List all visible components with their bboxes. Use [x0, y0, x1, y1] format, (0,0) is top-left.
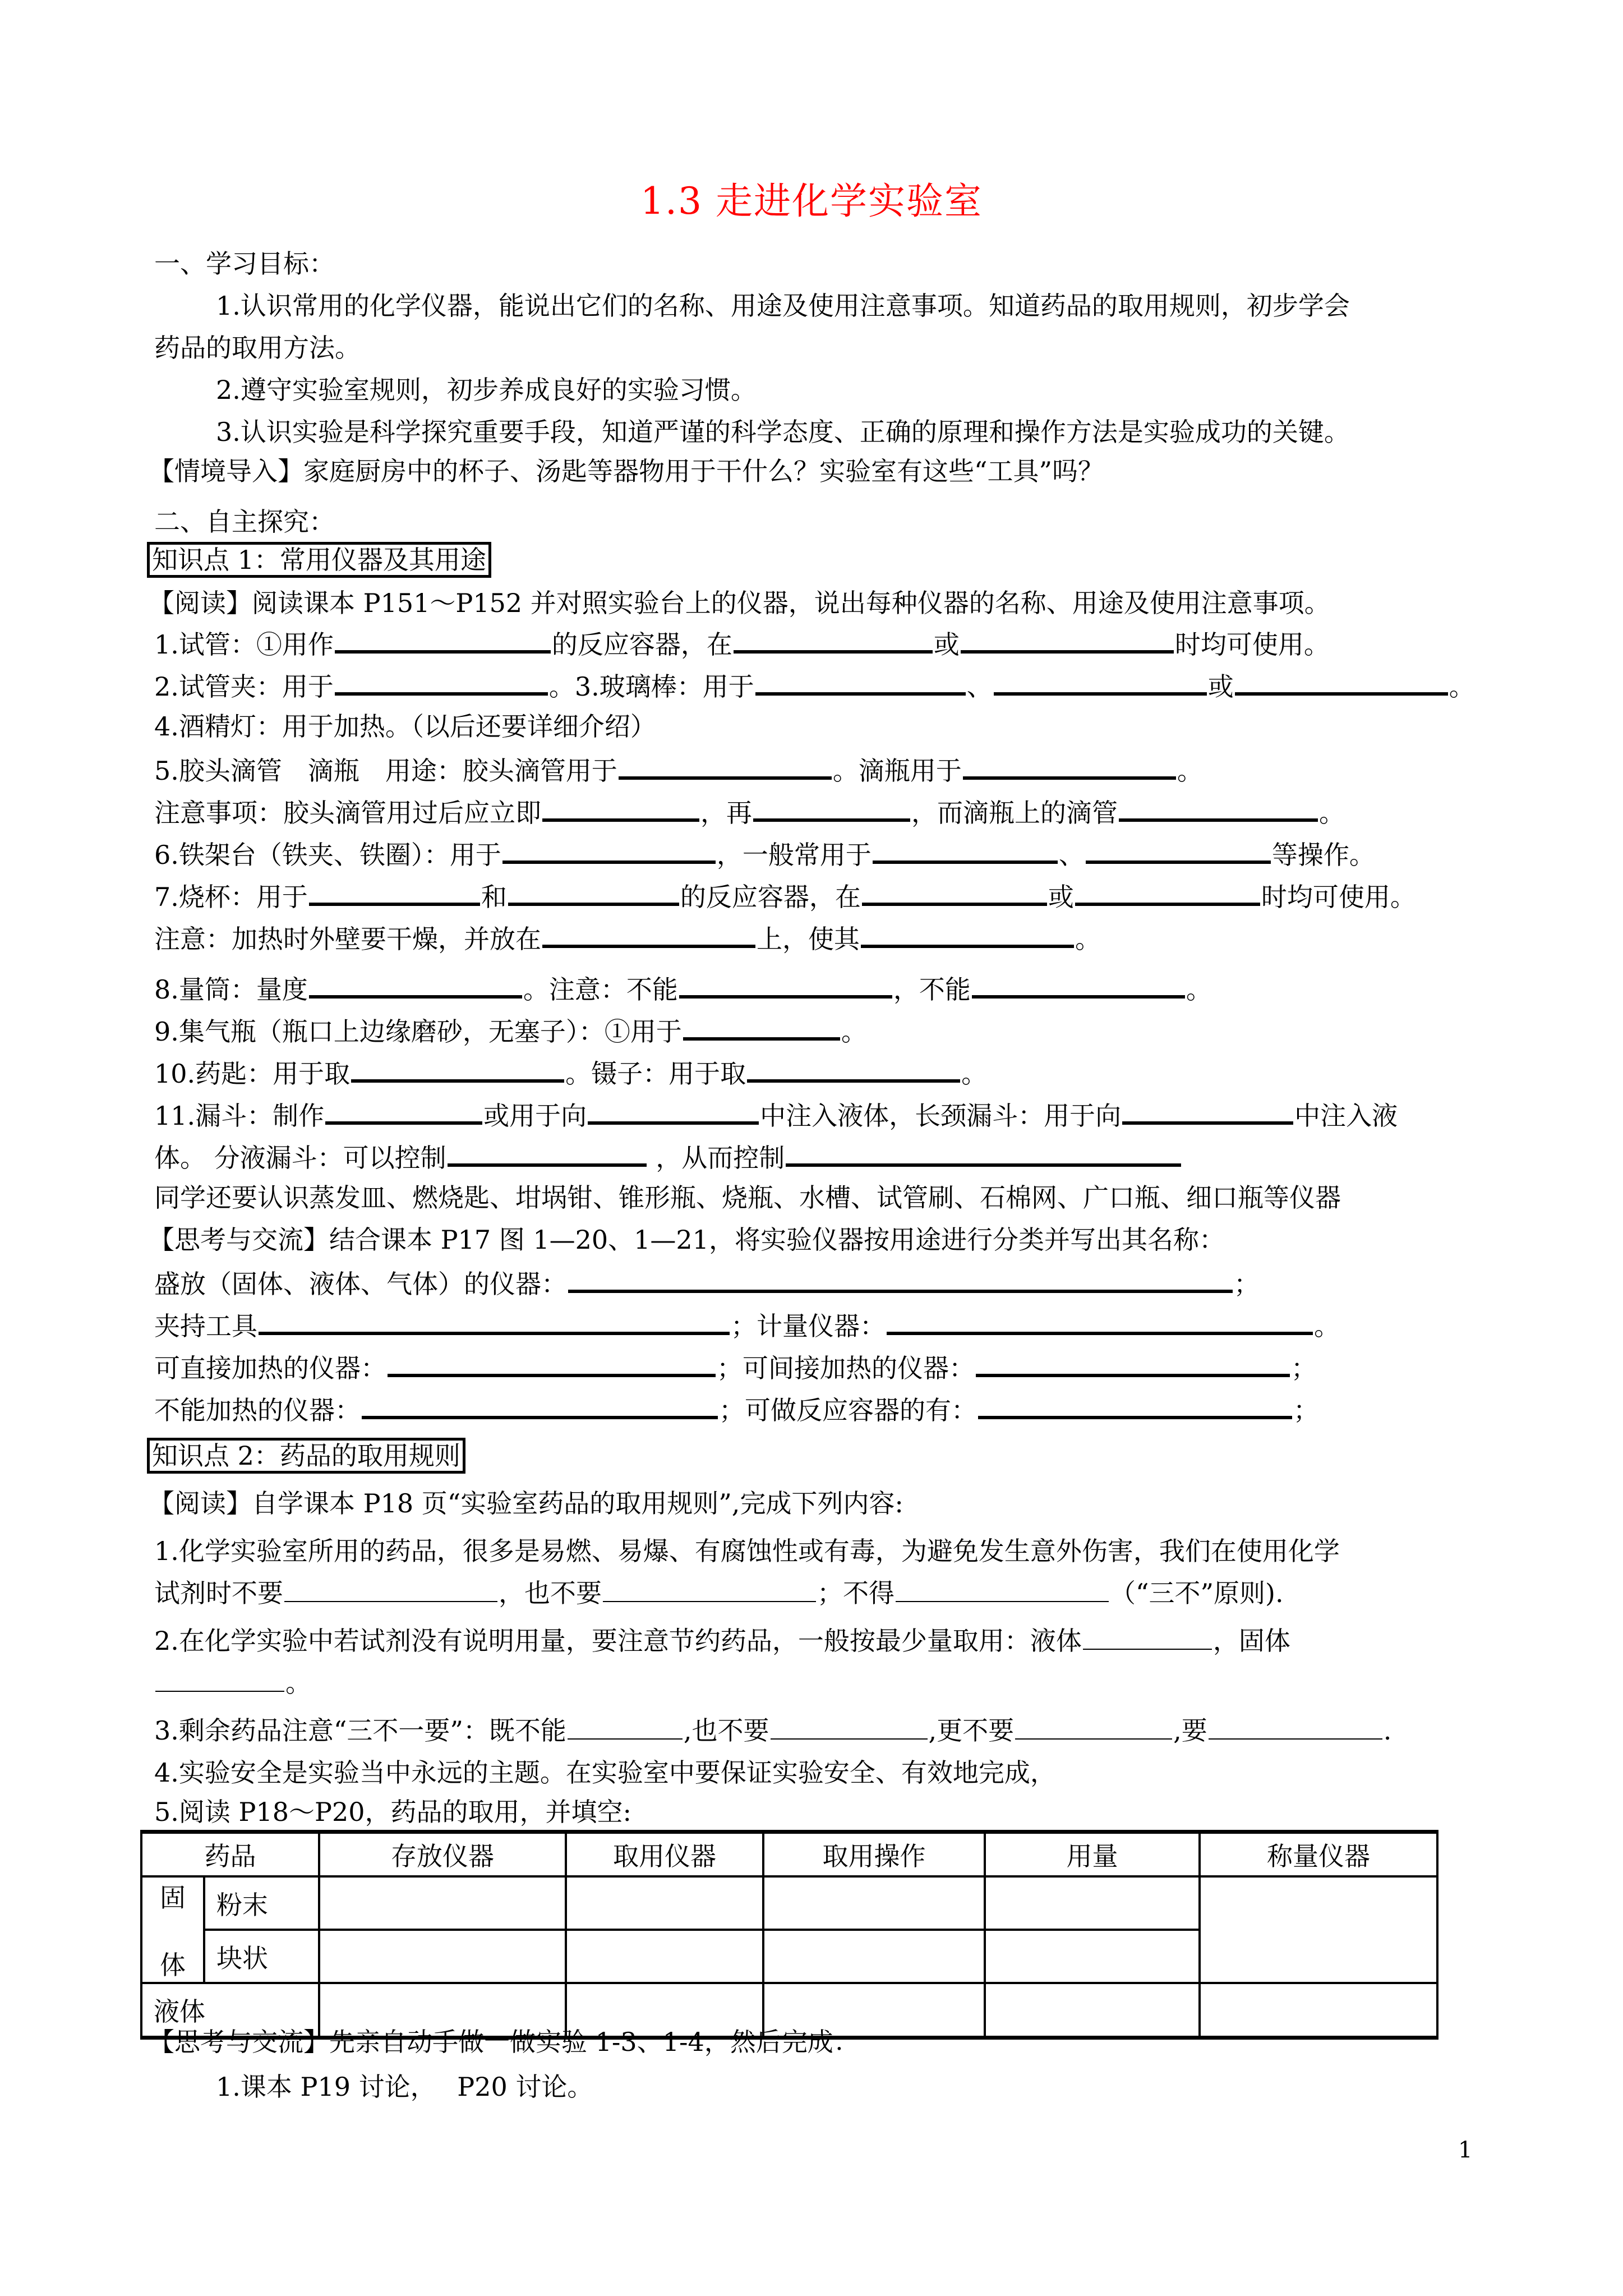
answer-blank[interactable]	[502, 836, 716, 864]
item-iron-stand: 6.铁架台（铁夹、铁圈）：用于 ，一般常用于 、 等操作。	[154, 836, 1375, 872]
answer-blank[interactable]	[508, 878, 679, 906]
classify-containers: 盛放（固体、液体、气体）的仪器： ；	[154, 1265, 1260, 1301]
answer-blank[interactable]	[284, 1576, 497, 1602]
think-discuss-1: 【思考与交流】结合课本 P17 图 1—20、1—21，将实验仪器按用途进行分类并写出其名称：	[149, 1225, 1225, 1255]
item-dropper: 5.胶头滴管 滴瓶 用途：胶头滴管用于 。滴瓶用于 。	[154, 752, 1203, 788]
answer-blank[interactable]	[961, 625, 1174, 654]
table-cell[interactable]	[985, 1876, 1200, 1930]
answer-blank[interactable]	[976, 1349, 1290, 1377]
goal-2: 2.遵守实验室规则，初步养成良好的实验习惯。	[216, 375, 757, 405]
answer-blank[interactable]	[873, 836, 1058, 864]
answer-blank[interactable]	[619, 752, 832, 780]
row-block: 块状	[204, 1930, 319, 1983]
reagent-table	[140, 1830, 1438, 2040]
header-storage: 存放仪器	[319, 1832, 566, 1877]
table-cell[interactable]	[319, 1930, 566, 1983]
knowledge-point-2: 知识点 2：药品的取用规则	[147, 1438, 465, 1474]
section-heading-goals: 一、学习目标：	[154, 249, 335, 279]
answer-blank[interactable]	[978, 1391, 1292, 1419]
item-funnel-cont: 体。 分液漏斗：可以控制 ，从而控制	[154, 1139, 1182, 1175]
answer-blank[interactable]	[1015, 1714, 1172, 1740]
answer-blank[interactable]	[542, 794, 699, 822]
answer-blank[interactable]	[309, 878, 480, 906]
answer-blank[interactable]	[335, 668, 548, 696]
item-beaker: 7.烧杯：用于 和 的反应容器，在 或 时均可使用。	[154, 878, 1416, 914]
answer-blank[interactable]	[994, 668, 1207, 696]
rule-2: 2.在化学实验中若试剂没有说明用量，要注意节约药品，一般按最少量取用：液体 ，固体	[154, 1624, 1290, 1658]
answer-blank[interactable]	[963, 752, 1176, 780]
row-powder: 粉末	[204, 1876, 319, 1930]
header-weighing: 称量仪器	[1200, 1832, 1437, 1877]
answer-blank[interactable]	[786, 1139, 1181, 1167]
answer-blank[interactable]	[388, 1349, 716, 1377]
answer-blank[interactable]	[1235, 668, 1448, 696]
item-funnel: 11.漏斗：制作 或用于向 中注入液体，长颈漏斗：用于向 中注入液	[154, 1097, 1398, 1133]
goal-3: 3.认识实验是科学探究重要手段，知道严谨的科学态度、正确的原理和操作方法是实验成功的关键。	[216, 417, 1350, 447]
answer-blank[interactable]	[862, 878, 1047, 906]
answer-blank[interactable]	[325, 1097, 482, 1125]
row-liquid: 液体	[141, 1983, 319, 2038]
table-cell[interactable]	[985, 1983, 1200, 2038]
classify-nonheating-reaction: 不能加热的仪器： ；可做反应容器的有： ；	[154, 1391, 1319, 1427]
rule-3: 3.剩余药品注意“三不一要”：既不能 ,也不要 ,更不要 ,要 .	[154, 1714, 1391, 1747]
answer-blank[interactable]	[887, 1307, 1313, 1335]
answer-blank[interactable]	[1122, 1097, 1293, 1125]
answer-blank[interactable]	[1075, 878, 1260, 906]
reading-2: 【阅读】自学课本 P18 页“实验室药品的取用规则”,完成下列内容:	[149, 1488, 903, 1519]
answer-blank[interactable]	[603, 1576, 816, 1602]
rule-1: 1.化学实验室所用的药品，很多是易燃、易爆、有腐蚀性或有毒，为避免发生意外伤害，我们在使用化学	[154, 1536, 1340, 1566]
answer-blank[interactable]	[771, 1714, 928, 1740]
other-instruments: 同学还要认识蒸发皿、燃烧匙、坩埚钳、锥形瓶、烧瓶、水槽、试管刷、石棉网、广口瓶、细口瓶等仪器	[154, 1182, 1341, 1213]
item-tube-holder-glass-rod: 2.试管夹：用于 。3.玻璃棒：用于 、 或 。	[154, 668, 1475, 703]
answer-blank[interactable]	[568, 1265, 1233, 1293]
table-cell[interactable]	[1200, 1876, 1437, 1983]
rule-5: 5.阅读 P18～P20，药品的取用，并填空:	[154, 1797, 631, 1827]
answer-blank[interactable]	[335, 625, 551, 654]
answer-blank[interactable]	[259, 1307, 730, 1335]
item-gas-jar: 9.集气瓶（瓶口上边缘磨砂，无塞子）：①用于 。	[154, 1013, 867, 1048]
discussion-item-1: 1.课本 P19 讨论， P20 讨论。	[216, 2072, 593, 2102]
answer-blank[interactable]	[155, 1666, 284, 1692]
header-reagent: 药品	[141, 1832, 319, 1877]
page-number: 1	[1458, 2137, 1473, 2163]
answer-blank[interactable]	[861, 920, 1074, 948]
rule-2-cont: 。	[154, 1666, 311, 1700]
rule-1-cont: 试剂时不要 ，也不要 ；不得 （“三不”原则).	[154, 1576, 1284, 1610]
answer-blank[interactable]	[1083, 1624, 1212, 1650]
item-spatula-tweezers: 10.药匙：用于取 。镊子：用于取 。	[154, 1055, 987, 1091]
goal-1: 1.认识常用的化学仪器，能说出它们的名称、用途及使用注意事项。知道药品的取用规则，初步学会	[216, 291, 1350, 321]
table-cell[interactable]	[763, 1930, 985, 1983]
answer-blank[interactable]	[896, 1576, 1109, 1602]
answer-blank[interactable]	[683, 1013, 840, 1041]
table-cell[interactable]	[566, 1930, 763, 1983]
answer-blank[interactable]	[679, 970, 892, 999]
header-operation: 取用操作	[763, 1832, 985, 1877]
answer-blank[interactable]	[1086, 836, 1271, 864]
classify-holding-measuring: 夹持工具 ；计量仪器： 。	[154, 1307, 1340, 1343]
item-beaker-notes: 注意：加热时外壁要干燥，并放在 上，使其 。	[154, 920, 1101, 956]
answer-blank[interactable]	[734, 625, 933, 654]
answer-blank[interactable]	[972, 970, 1185, 999]
answer-blank[interactable]	[1209, 1714, 1382, 1740]
answer-blank[interactable]	[755, 668, 966, 696]
answer-blank[interactable]	[747, 1055, 960, 1083]
table-cell[interactable]	[1200, 1983, 1437, 2038]
table-cell[interactable]	[985, 1930, 1200, 1983]
answer-blank[interactable]	[351, 1055, 564, 1083]
goal-1-cont: 药品的取用方法。	[154, 333, 361, 363]
section-heading-explore: 二、自主探究：	[154, 507, 335, 537]
answer-blank[interactable]	[588, 1097, 759, 1125]
table-cell[interactable]	[566, 1876, 763, 1930]
knowledge-point-1: 知识点 1：常用仪器及其用途	[147, 542, 491, 578]
solid-label: 固 体	[141, 1876, 204, 1983]
answer-blank[interactable]	[448, 1139, 647, 1167]
item-graduated-cylinder: 8.量筒：量度 。注意：不能 ，不能 。	[154, 970, 1212, 1006]
answer-blank[interactable]	[1119, 794, 1318, 822]
header-amount: 用量	[985, 1832, 1200, 1877]
page-title: 1.3 走进化学实验室	[640, 180, 983, 223]
answer-blank[interactable]	[362, 1391, 718, 1419]
think-discuss-2: 【思考与交流】先亲自动手做一做实验 1-3、1-4，然后完成：	[149, 2027, 859, 2057]
table-cell[interactable]	[763, 1876, 985, 1930]
scenario-intro: 【情境导入】家庭厨房中的杯子、汤匙等器物用于干什么？实验室有这些“工具”吗？	[149, 456, 1104, 486]
classify-heating: 可直接加热的仪器： ；可间接加热的仪器： ；	[154, 1349, 1317, 1385]
item-dropper-notes: 注意事项：胶头滴管用过后应立即 ，再 ，而滴瓶上的滴管 。	[154, 794, 1345, 830]
table-cell[interactable]	[319, 1876, 566, 1930]
answer-blank[interactable]	[753, 794, 910, 822]
answer-blank[interactable]	[542, 920, 755, 948]
answer-blank[interactable]	[568, 1714, 683, 1740]
item-alcohol-lamp: 4.酒精灯：用于加热。（以后还要详细介绍）	[154, 711, 656, 742]
answer-blank[interactable]	[309, 970, 522, 999]
item-test-tube: 1.试管：①用作 的反应容器，在 或 时均可使用。	[154, 625, 1330, 661]
reading-1: 【阅读】阅读课本 P151～P152 并对照实验台上的仪器，说出每种仪器的名称、用途及使用注意事项。	[149, 588, 1330, 618]
rule-4: 4.实验安全是实验当中永远的主题。在实验室中要保证实验安全、有效地完成，	[154, 1757, 1056, 1788]
header-tool: 取用仪器	[566, 1832, 763, 1877]
